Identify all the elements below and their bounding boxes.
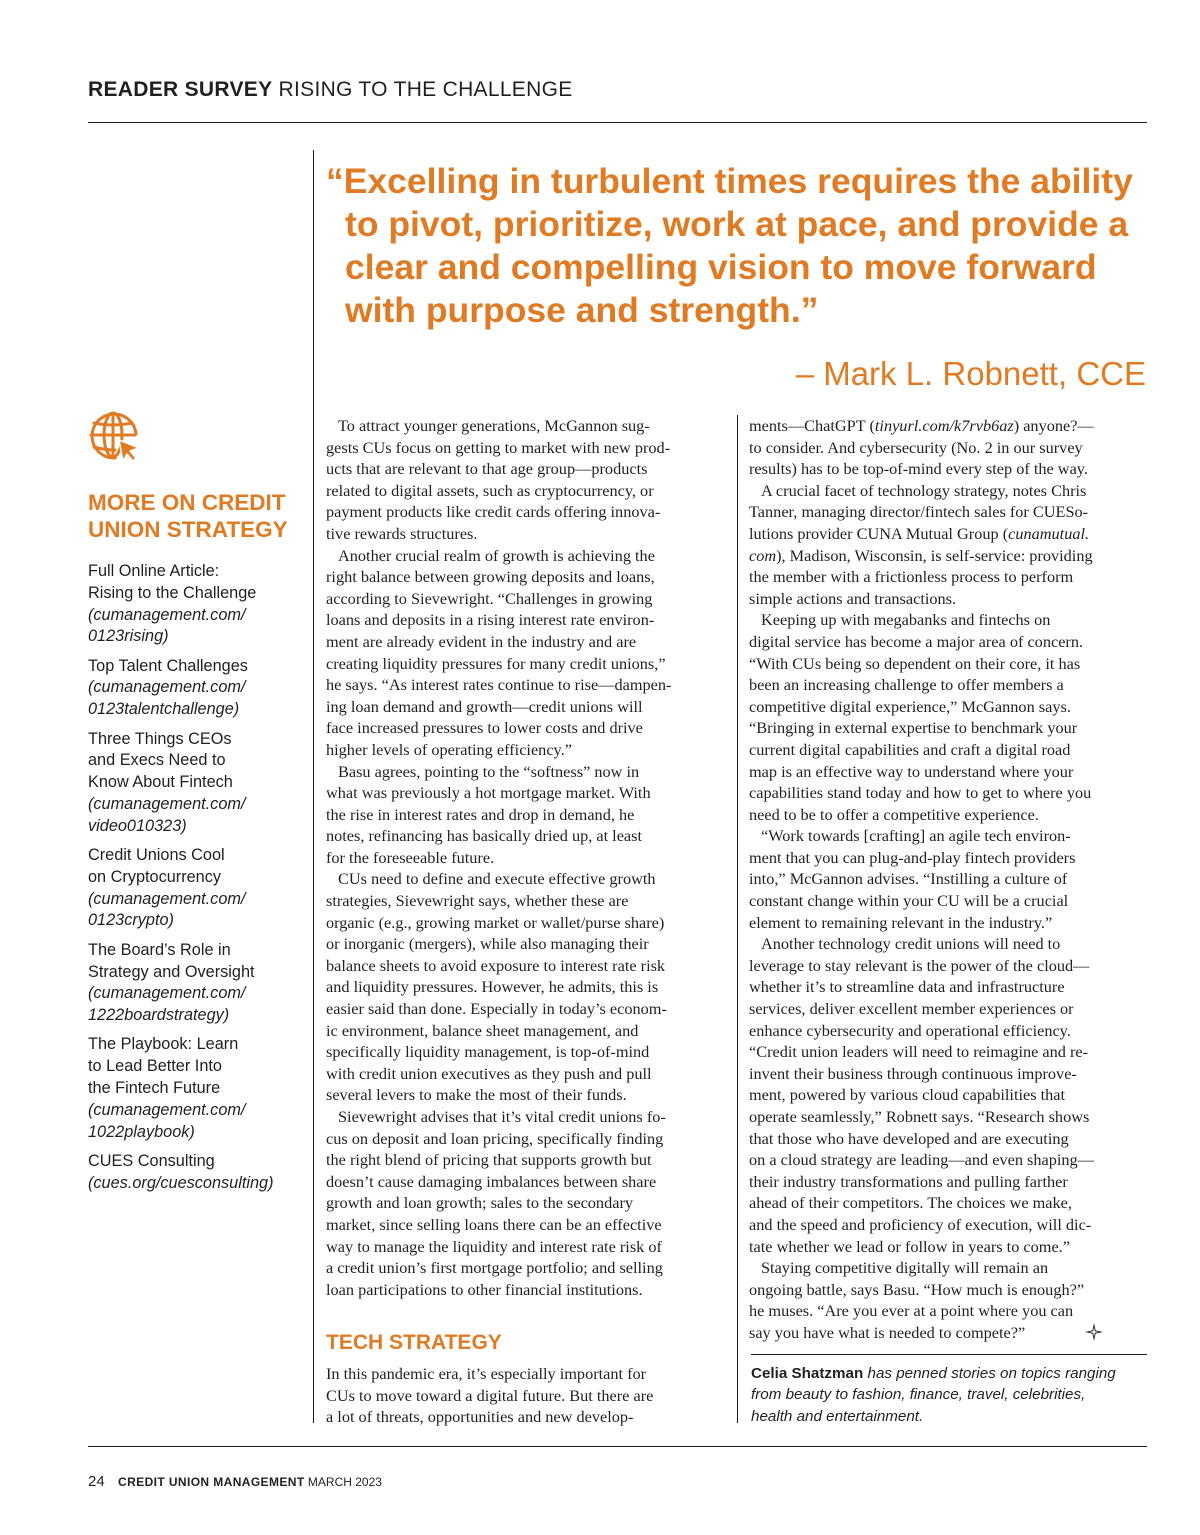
body-text-line: competitive digital experience,” McGannon says. (749, 696, 1071, 716)
sidebar-link-top-talent[interactable] (88, 656, 303, 721)
link-url-line[interactable]: 1222boardstrategy) (88, 1006, 230, 1025)
body-text-line: a lot of threats, opportunities and new develop- (326, 1407, 634, 1427)
body-text-line: Tanner, managing director/fintech sales for CUESo- (749, 502, 1089, 522)
header-rule (88, 122, 1147, 123)
body-text-line: to consider. And cybersecurity (No. 2 in our survey (749, 437, 1083, 457)
body-text-line: a credit union’s first mortgage portfolio; and selling (326, 1258, 663, 1278)
body-text-line: with credit union executives as they push and pull (326, 1063, 652, 1083)
body-text-line: on a cloud strategy are leading—and even shaping— (749, 1150, 1094, 1170)
body-text-line: services, deliver excellent member experiences or (749, 999, 1074, 1019)
body-text-line: been an increasing challenge to offer members a (749, 675, 1064, 695)
footer-rule (88, 1446, 1147, 1447)
body-text-line: need to be to offer a competitive experience. (749, 804, 1039, 824)
link-url-line[interactable]: 0123crypto) (88, 911, 174, 930)
link-title-line: Strategy and Oversight (88, 962, 255, 981)
body-text-line: ucts that are relevant to that age group—products (326, 459, 648, 479)
body-text-line: leverage to stay relevant is the power of the cloud— (749, 955, 1090, 975)
sidebar-link-online-article[interactable] (88, 561, 303, 648)
body-text-line: higher levels of operating efficiency.” (326, 739, 572, 759)
sidebar-title (88, 489, 288, 543)
body-text-line: digital service has become a major area of concern. (749, 631, 1084, 651)
link-title-line: Three Things CEOs (88, 729, 232, 748)
sidebar-link-fintech-video[interactable] (88, 729, 303, 838)
body-column-1 (326, 415, 721, 1300)
body-text-line: tate whether we lead or follow in years to come.” (749, 1236, 1070, 1256)
pull-quote-line: with purpose and strength.” (345, 290, 819, 330)
body-text-line: the right blend of pricing that supports growth but (326, 1150, 652, 1170)
body-text-line: payment products like credit cards offering innova- (326, 502, 661, 522)
author-name: Celia Shatzman (751, 1365, 864, 1382)
bio-rule (751, 1354, 1147, 1355)
link-url-line[interactable]: (cumanagement.com/ (88, 984, 246, 1003)
body-text-line: creating liquidity pressures for many credit unions,” (326, 653, 666, 673)
link-url-line[interactable]: (cumanagement.com/ (88, 678, 246, 697)
body-text-line: right balance between growing deposits and loans, (326, 567, 655, 587)
body-text-line: for the foreseeable future. (326, 847, 495, 867)
link-url-line[interactable]: (cues.org/cuesconsulting) (88, 1173, 274, 1192)
body-text-line: operate seamlessly,” Robnett says. “Research shows (749, 1107, 1090, 1126)
body-text-line: several levers to make the most of their funds. (326, 1085, 627, 1105)
link-url-line[interactable]: video010323) (88, 816, 187, 835)
sidebar-link-cues-consulting[interactable] (88, 1151, 303, 1195)
body-text-line: he muses. “Are you ever at a point where you can (749, 1301, 1074, 1321)
body-text-line: current digital capabilities and craft a digital road (749, 739, 1071, 759)
body-text-line: what was previously a hot mortgage market. With (326, 783, 651, 803)
body-text-line: doesn’t cause damaging imbalances between share (326, 1171, 657, 1191)
body-text-line: ment, powered by various cloud capabilities that (749, 1085, 1066, 1105)
body-text-line: into,” McGannon advises. “Instilling a culture of (749, 869, 1068, 889)
body-text-line: capabilities stand today and how to get to where you (749, 783, 1092, 803)
subhead-tech-strategy: TECH STRATEGY (326, 1331, 502, 1354)
pull-quote-attribution: – Mark L. Robnett, CCE (795, 355, 1146, 392)
body-text-line: market, since selling loans there can be an effective (326, 1214, 662, 1234)
body-column-1-continued (326, 1363, 721, 1428)
page-number: 24 (88, 1473, 105, 1490)
bio-line: from beauty to fashion, finance, travel, celebrities, (751, 1386, 1086, 1404)
link-title-line: Credit Unions Cool (88, 846, 225, 865)
pull-quote-line: to pivot, prioritize, work at pace, and provide a (345, 204, 1129, 244)
body-text-line: CUs to move toward a digital future. But there are (326, 1385, 654, 1405)
body-text-line: he says. “As interest rates continue to rise—dampen- (326, 675, 672, 695)
link-title-line: Know About Fintech (88, 773, 233, 792)
link-title-line: Rising to the Challenge (88, 583, 257, 602)
body-text-line: com), Madison, Wisconsin, is self-service: providing (749, 545, 1093, 565)
body-text-line: that those who have developed and are executing (749, 1128, 1069, 1148)
section-header (88, 78, 573, 102)
sidebar-title-line: MORE ON CREDIT (88, 490, 286, 515)
link-url-line[interactable]: 0123rising) (88, 627, 169, 646)
body-text-line: A crucial facet of technology strategy, notes Chris (761, 480, 1087, 500)
body-text-line: and the speed and proficiency of execution, will dic- (749, 1214, 1092, 1234)
body-text-line: Basu agrees, pointing to the “softness” now in (338, 761, 640, 781)
body-text-line: ongoing battle, says Basu. “How much is enough?” (749, 1279, 1085, 1299)
link-title-line: The Board’s Role in (88, 940, 231, 959)
body-text-line: and liquidity pressures. However, he admits, this is (326, 977, 659, 997)
body-text-line: lutions provider CUNA Mutual Group (cunamutual. (749, 523, 1090, 543)
body-text-line: say you have what is needed to compete?” (749, 1322, 1026, 1342)
link-title-line: on Cryptocurrency (88, 867, 222, 886)
globe-cursor-icon (88, 410, 142, 464)
body-text-line: ic environment, balance sheet management, and (326, 1020, 639, 1040)
body-text-line: related to digital assets, such as cryptocurrency, or (326, 480, 654, 500)
link-title-line: Top Talent Challenges (88, 656, 248, 675)
sidebar-link-crypto[interactable] (88, 845, 303, 932)
body-text-line: their industry transformations and pulling farther (749, 1171, 1068, 1191)
body-text-line: balance sheets to avoid exposure to interest rate risk (326, 955, 666, 975)
body-text-line: the member with a frictionless process to perform (749, 567, 1074, 587)
link-url-line[interactable]: (cumanagement.com/ (88, 889, 246, 908)
body-column-2 (749, 415, 1144, 1344)
body-text-line: according to Sievewright. “Challenges in growing (326, 588, 653, 608)
body-text-line: ing loan demand and growth—credit unions will (326, 696, 643, 716)
body-text-line: “Work towards [crafting] an agile tech environ- (761, 826, 1071, 846)
body-text-line: constant change within your CU will be a crucial (749, 891, 1069, 911)
body-text-line: element to remaining relevant in the industry.” (749, 912, 1053, 932)
bio-line: has penned stories on topics ranging (867, 1365, 1116, 1382)
link-url-line[interactable]: 1022playbook) (88, 1122, 195, 1141)
body-text-line: specifically liquidity management, is top-of-mind (326, 1042, 650, 1062)
body-text-line: tive rewards structures. (326, 523, 478, 543)
body-text-line: “Bringing in external expertise to benchmark your (749, 718, 1078, 738)
body-text-line: whether it’s to streamline data and infrastructure (749, 977, 1065, 997)
body-text-line: growth and loan growth; sales to the secondary (326, 1193, 634, 1213)
body-text-line: organic (e.g., growing market or wallet/purse share) (326, 912, 665, 932)
body-text-line: “With CUs being so dependent on their core, it has (749, 653, 1081, 673)
link-title-line: Full Online Article: (88, 562, 220, 580)
author-bio (751, 1363, 1116, 1427)
column-divider (737, 415, 738, 1423)
body-text-line: ments—ChatGPT (tinyurl.com/k7rvb6az) anyone?— (749, 416, 1094, 435)
body-text-line: “Credit union leaders will need to reimagine and re- (749, 1042, 1089, 1062)
body-text-line: loans and deposits in a rising interest rate environ- (326, 610, 655, 630)
body-text-line: face increased pressures to lower costs and drive (326, 718, 643, 738)
link-title-line: to Lead Better Into (88, 1057, 222, 1076)
body-text-line: loan participations to other financial institutions. (326, 1279, 643, 1299)
pull-quote-line: clear and compelling vision to move forward (345, 247, 1097, 287)
section-label: READER SURVEY (88, 78, 273, 101)
article-title: RISING TO THE CHALLENGE (278, 78, 573, 101)
body-text-line: ment are already evident in the industry and are (326, 631, 637, 651)
link-title-line: CUES Consulting (88, 1151, 215, 1170)
link-title-line: The Playbook: Learn (88, 1035, 239, 1054)
body-text-line: CUs need to define and execute effective growth (338, 869, 656, 889)
link-url-line[interactable]: (cumanagement.com/ (88, 1100, 246, 1119)
body-text-line: simple actions and transactions. (749, 588, 957, 608)
body-text-line: Sievewright advises that it’s vital credit unions fo- (338, 1107, 666, 1126)
page-footer (88, 1473, 382, 1490)
body-text-line: strategies, Sievewright says, whether these are (326, 891, 629, 911)
body-text-line: Keeping up with megabanks and fintechs on (761, 610, 1051, 630)
publication-name: CREDIT UNION MANAGEMENT (118, 1475, 305, 1489)
body-text-line: map is an effective way to understand where your (749, 761, 1074, 781)
body-text-line: ahead of their competitors. The choices we make, (749, 1193, 1072, 1213)
sidebar-title-line: UNION STRATEGY (88, 517, 288, 542)
body-text-line: ment that you can plug-and-play fintech providers (749, 847, 1076, 867)
sidebar-link-playbook[interactable] (88, 1034, 303, 1143)
link-title-line: and Execs Need to (88, 751, 226, 770)
body-text-line: Staying competitive digitally will remain an (761, 1258, 1049, 1278)
body-text-line: In this pandemic era, it’s especially important for (326, 1364, 647, 1383)
issue-date: MARCH 2023 (307, 1475, 382, 1489)
bio-line: health and entertainment. (751, 1407, 924, 1425)
sidebar-link-list (88, 561, 303, 1202)
sparkle-end-mark-icon (1084, 1322, 1104, 1342)
body-text-line: notes, refinancing has basically dried up, at least (326, 826, 643, 846)
link-url-line[interactable]: (cumanagement.com/ (88, 605, 246, 624)
body-text-line: cus on deposit and loan pricing, specifically finding (326, 1128, 664, 1148)
body-text-line: or inorganic (mergers), while also managing their (326, 934, 649, 954)
body-text-line: easier said than done. Especially in today’s econom- (326, 999, 667, 1019)
link-url-line[interactable]: (cumanagement.com/ (88, 794, 246, 813)
body-text-line: invent their business through continuous improve- (749, 1063, 1077, 1083)
pull-quote-line: “Excelling in turbulent times requires the ability (326, 161, 1133, 201)
body-text-line: the rise in interest rates and drop in demand, he (326, 804, 635, 824)
body-text-line: To attract younger generations, McGannon sug- (338, 416, 650, 435)
sidebar-link-board-strategy[interactable] (88, 940, 303, 1027)
body-text-line: Another technology credit unions will need to (761, 934, 1061, 954)
link-url-line[interactable]: 0123talentchallenge) (88, 700, 240, 719)
body-text-line: enhance cybersecurity and operational efficiency. (749, 1020, 1071, 1040)
body-text-line: gests CUs focus on getting to market with new prod- (326, 437, 671, 457)
sidebar-divider (313, 150, 314, 1423)
body-text-line: Another crucial realm of growth is achieving the (338, 545, 655, 565)
body-text-line: results) has to be top-of-mind every step of the way. (749, 459, 1088, 479)
body-text-line: way to manage the liquidity and interest rate risk of (326, 1236, 662, 1256)
pull-quote (326, 160, 1156, 332)
link-title-line: the Fintech Future (88, 1079, 221, 1098)
